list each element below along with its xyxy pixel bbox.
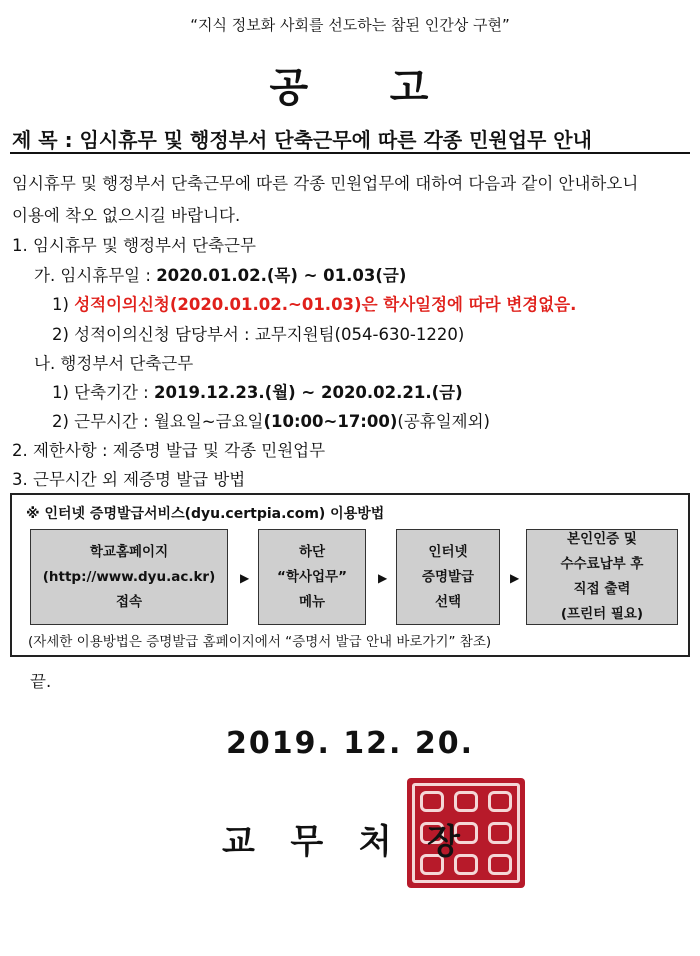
item-ga-1 [52,291,576,315]
step-academic-menu [258,529,366,625]
step-4-line-3: 직접 출력 [573,581,631,597]
notice-heading: 공 고 [269,65,431,111]
notice-date: 2019. 12. 20. [225,726,475,761]
item-na-2-note: (공휴일제외) [397,412,490,431]
step-2-line-1: 하단 [298,543,326,560]
step-3-line-2: 증명발급 [421,568,475,585]
item-ga-1-text: 성적이의신청(2020.01.02.~01.03)은 학사일정에 따라 변경없음. [74,295,577,314]
item-ga [34,262,406,286]
item-ga-value: 2020.01.02.(목) ~ 01.03(금) [156,266,407,285]
step-4-line-2: 수수료납부 후 [560,556,644,572]
item-ga-1-num: 1) [52,295,75,314]
end-mark: 끝. [30,672,52,691]
intro-line-1: 임시휴무 및 행정부서 단축근무에 따른 각종 민원업무에 대하여 다음과 같이 안내하오니 [12,174,639,193]
step-3-line-3: 선택 [434,593,462,610]
step-print [526,529,678,625]
item-na-2 [52,408,490,432]
signer: 교 무 처 장 [222,822,460,862]
step-1-line-2: (http://www.dyu.ac.kr) [42,568,216,585]
step-2-line-2: “학사업무” [277,568,347,585]
subject-divider [10,152,690,154]
step-1-line-3: 접속 [115,593,143,610]
step-4-line-1: 본인인증 및 [567,531,637,547]
step-internet-cert [396,529,500,625]
step-1-line-1: 학교홈페이지 [89,543,169,560]
item-na-1-value: 2019.12.23.(월) ~ 2020.02.21.(금) [154,383,463,402]
item-ga-2: 2) 성적이의신청 담당부서 : 교무지원팀(054-630-1220) [52,325,465,344]
step-3-line-1: 인터넷 [428,543,468,560]
item-na-2-label: 2) 근무시간 : 월요일~금요일 [52,412,264,431]
arrow-icon: ▶ [240,571,250,585]
section-3: 3. 근무시간 외 제증명 발급 방법 [12,470,246,489]
box-title: ※ 인터넷 증명발급서비스(dyu.certpia.com) 이용방법 [26,506,385,522]
item-na: 나. 행정부서 단축근무 [34,354,194,373]
motto: “지식 정보화 사회를 선도하는 참된 인간상 구현” [190,16,510,34]
item-na-1-label: 1) 단축기간 : [52,383,154,402]
certificate-service-box [10,493,690,657]
arrow-icon: ▶ [510,571,520,585]
section-2: 2. 제한사항 : 제증명 발급 및 각종 민원업무 [12,441,326,460]
step-4-line-4: (프린터 필요) [560,606,644,622]
subject-line: 제 목 : 임시휴무 및 행정부서 단축근무에 따른 각종 민원업무 안내 [12,128,592,152]
intro-line-2: 이용에 착오 없으시길 바랍니다. [12,206,241,225]
item-na-1 [52,379,463,403]
item-na-2-time: (10:00~17:00) [263,412,398,431]
box-note: (자세한 이용방법은 증명발급 홈페이지에서 “증명서 발급 안내 바로가기” 참조) [28,634,492,650]
step-homepage [30,529,228,625]
section-1: 1. 임시휴무 및 행정부서 단축근무 [12,236,256,255]
step-2-line-3: 메뉴 [298,593,326,610]
arrow-icon: ▶ [378,571,388,585]
item-ga-label: 가. 임시휴무일 : [34,266,157,285]
